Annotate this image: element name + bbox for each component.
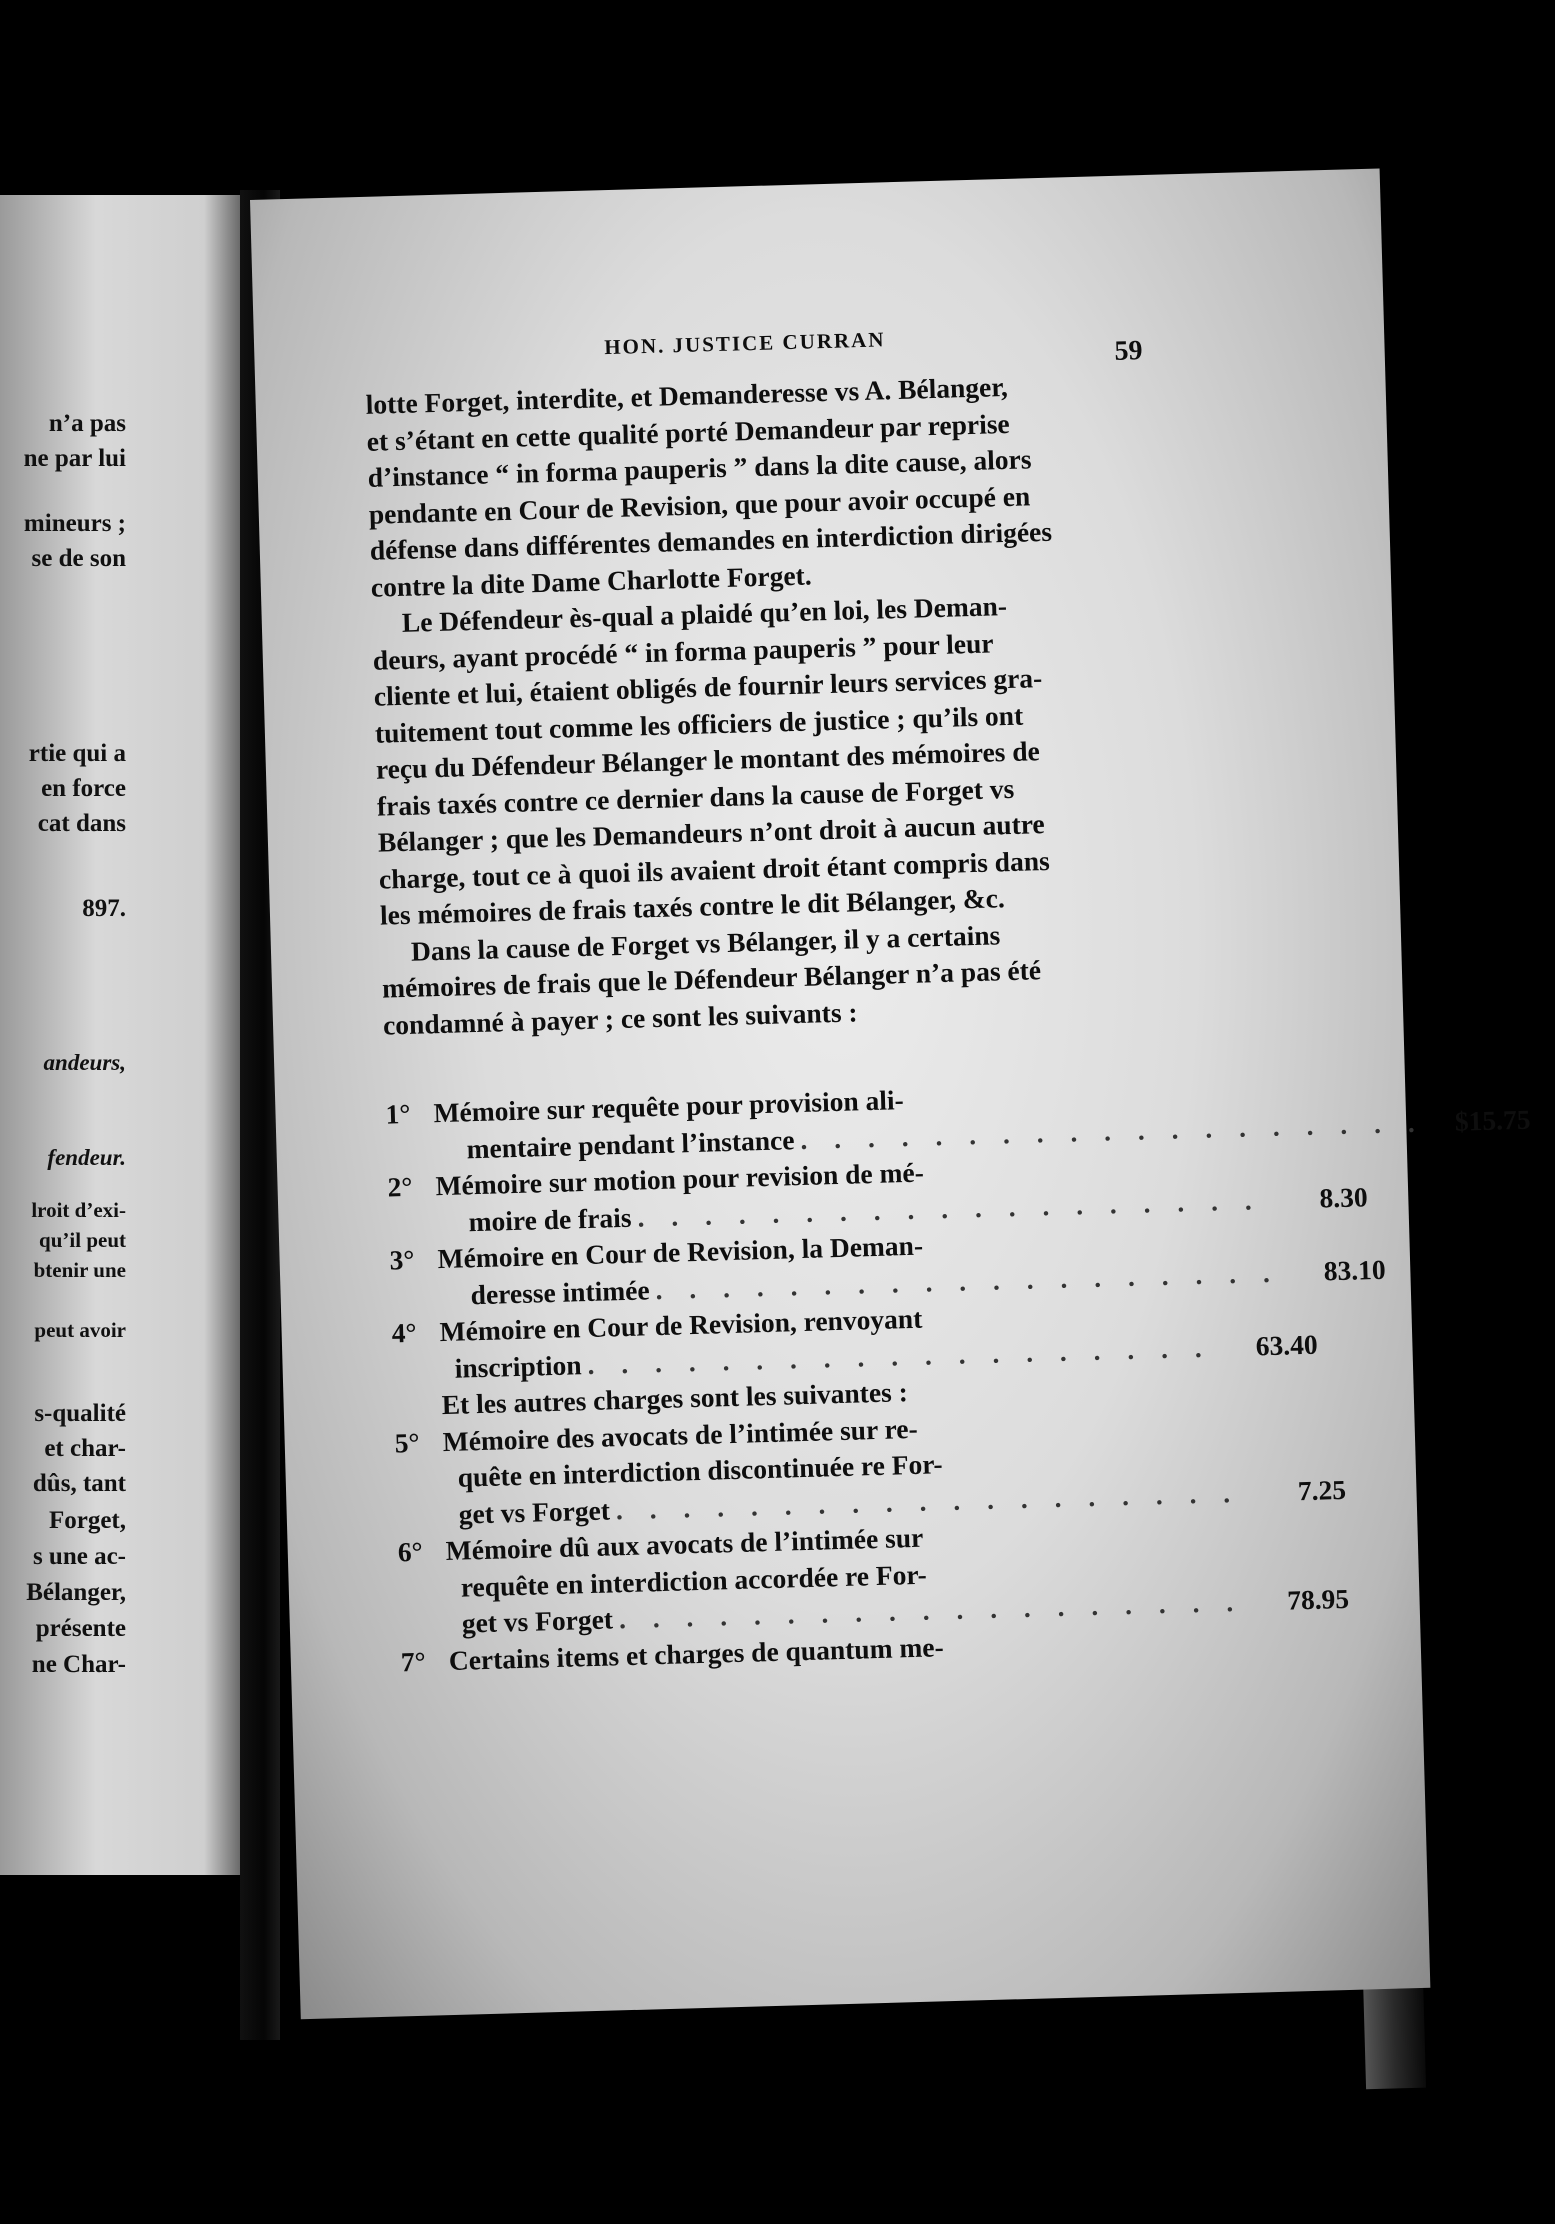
left-page-fragment: Forget, <box>48 1507 126 1534</box>
page-number: 59 <box>1114 335 1143 367</box>
left-page-fragment: n’a pas <box>48 410 126 437</box>
body-text <box>365 365 1173 1044</box>
text-line: Le Défendeur ès-qual a plaidé qu’en loi, les Deman- <box>401 590 1008 638</box>
text-line: pendante en Cour de Revision, que pour avoir occupé en <box>368 479 1031 530</box>
item-text: mentaire pendant l’instance <box>466 1123 795 1164</box>
left-page-fragment: s une ac- <box>32 1543 126 1570</box>
item-number: 5° <box>394 1426 420 1458</box>
item-amount: 78.95 <box>1286 1582 1350 1616</box>
paragraph <box>365 365 1161 606</box>
item-number: 4° <box>391 1316 417 1349</box>
item-text: get vs Forget <box>458 1493 611 1530</box>
text-line: d’instance “ in forma pauperis ” dans la dite cause, alors <box>367 443 1032 493</box>
running-head: HON. JUSTICE CURRAN <box>603 327 886 360</box>
text-line: les mémoires de frais taxés contre le dit Bélanger, &c. <box>379 882 1006 931</box>
item-number: 1° <box>385 1097 411 1130</box>
left-page-fragment: dûs, tant <box>32 1470 126 1497</box>
left-page-fragment: andeurs, <box>43 1050 126 1075</box>
paragraph <box>381 912 1174 1044</box>
left-page-fragment: ne Char- <box>31 1651 126 1678</box>
item-text: get vs Forget <box>461 1603 614 1639</box>
item-text: Mémoire des avocats de l’intimée sur re- <box>442 1412 919 1457</box>
item-number: 2° <box>387 1170 413 1203</box>
text-line: Bélanger ; que les Demandeurs n’ont droit à aucun autre <box>377 808 1046 858</box>
left-page-fragment: peut avoir <box>34 1318 126 1342</box>
paragraph <box>371 584 1170 934</box>
text-line: reçu du Défendeur Bélanger le montant des mémoires de <box>375 735 1041 785</box>
left-page-fragment: qu’il peut <box>39 1228 126 1252</box>
left-page-fragment: 897. <box>82 895 126 922</box>
left-page-fragment: btenir une <box>33 1258 126 1282</box>
left-page-fragment: fendeur. <box>47 1145 126 1170</box>
item-text: inscription <box>454 1348 582 1384</box>
item-amount: 83.10 <box>1323 1253 1387 1286</box>
item-text: Mémoire en Cour de Revision, la Deman- <box>437 1229 924 1275</box>
text-line: défense dans différentes demandes en interdiction dirigées <box>369 515 1053 566</box>
subheading: Et les autres charges sont les suivantes : <box>441 1376 909 1421</box>
text-line: cliente et lui, étaient obligés de fournir leurs services gra- <box>373 662 1043 712</box>
item-amount: 7.25 <box>1297 1473 1347 1506</box>
left-page-fragment: présente <box>35 1615 126 1642</box>
left-page-fragment: s-qualité <box>34 1400 126 1427</box>
left-page-fragment: mineurs ; <box>23 510 126 537</box>
left-page-fragment: cat dans <box>37 810 126 837</box>
item-text: quête en interdiction discontinuée re For- <box>457 1448 944 1493</box>
dot-leader: . . . . . . . . . . . . . . . . . . . <box>655 1256 1281 1305</box>
right-page <box>250 168 1531 2019</box>
costs-list <box>385 1074 1531 1680</box>
left-facing-page <box>0 195 240 1875</box>
left-page-fragment: ne par lui <box>23 445 126 472</box>
text-line: condamné à payer ; ce sont les suivants : <box>382 995 858 1041</box>
item-text: Certains items et charges de quantum me- <box>448 1630 945 1676</box>
text-line: deurs, ayant procédé “ in forma pauperis ” pour leur <box>372 626 994 676</box>
text-line: tuitement tout comme les officiers de justice ; qu’ils ont <box>374 699 1024 749</box>
item-text: Mémoire dû aux avocats de l’intimée sur <box>445 1521 924 1567</box>
text-line: lotte Forget, interdite, et Demanderesse vs A. Bélanger, <box>365 370 1009 420</box>
item-amount: 8.30 <box>1319 1180 1368 1214</box>
text-line: et s’étant en cette qualité porté Demandeur par reprise <box>366 407 1011 457</box>
item-text: Mémoire sur motion pour revision de mé- <box>435 1156 925 1202</box>
dot-leader: . . . . . . . . . . . . . . . . . . . <box>587 1331 1213 1380</box>
text-line: frais taxés contre ce dernier dans la cause de Forget vs <box>376 772 1015 822</box>
left-page-fragment: Bélanger, <box>26 1579 126 1606</box>
item-number: 7° <box>400 1645 427 1677</box>
text-line: charge, tout ce à quoi ils avaient droit étant compris dans <box>378 844 1051 895</box>
item-text: moire de frais <box>468 1201 632 1237</box>
item-amount: $15.75 <box>1454 1103 1531 1137</box>
item-number: 3° <box>389 1243 415 1276</box>
dot-leader: . . . . . . . . . . . . . . . . . . . <box>618 1585 1244 1635</box>
left-page-fragment: se de son <box>31 545 126 572</box>
dot-leader: . . . . . . . . . . . . . . . . . . . <box>615 1476 1241 1525</box>
item-text: Mémoire en Cour de Revision, renvoyant <box>439 1302 923 1348</box>
text-line: Dans la cause de Forget vs Bélanger, il y a certains <box>410 918 1001 967</box>
left-page-fragment: rtie qui a <box>28 740 126 767</box>
dot-leader: . . . . . . . . . . . . . . . . . . . <box>637 1183 1263 1233</box>
text-line: mémoires de frais que le Défendeur Bélanger n’a pas été <box>381 954 1042 1004</box>
item-text: requête en interdiction accordée re For- <box>460 1558 928 1603</box>
item-number: 6° <box>397 1535 423 1568</box>
item-text: Mémoire sur requête pour provision ali- <box>433 1084 905 1129</box>
text-line: contre la dite Dame Charlotte Forget. <box>370 558 812 603</box>
item-amount: 63.40 <box>1255 1328 1318 1361</box>
dot-leader: . . . . . . . . . . . . . . . . . . . <box>799 1106 1425 1155</box>
left-page-fragment: en force <box>41 775 126 802</box>
left-page-fragment: lroit d’exi- <box>31 1198 126 1222</box>
left-page-fragment: et char- <box>44 1435 126 1462</box>
item-text: deresse intimée <box>470 1273 650 1310</box>
